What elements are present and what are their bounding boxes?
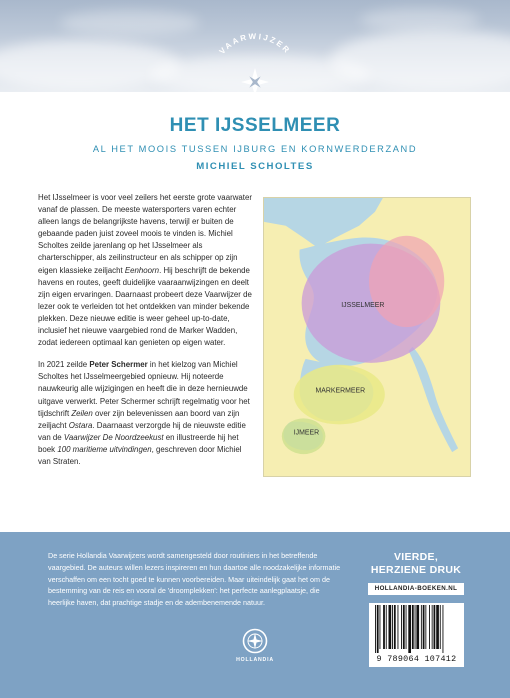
vaarwijzer-emblem xyxy=(204,10,306,92)
barcode-bar xyxy=(415,605,416,649)
paragraph-intro: Het IJsselmeer is voor veel zeilers het eerste grote vaarwater vanaf de plassen. De meeste watersporters varen echter alleen langs de belangrijkste havens, terwijl er buiten de gebaande paden juist zoveel moois te vinden is. Michiel Scholtes zeilde jarenlang op het IJsselmeer als charterschipper, als zeilinstructeur en als schipper op zijn eigen klassieke zeiljacht Eenhoorn. Hij beschrijft de bekende havens en routes, geeft duidelijke vaaraanwijzingen en deelt zijn eigen ervaringen. Daarnaast probeert deze Vaarwijzer de lezer ook te verleiden tot het ontdekken van minder bekende plekken. Deze nieuwe editie is weer geheel up-to-date, inclusief het nieuwe vaargebied rond de Marker Wadden, zodat iedereen optimaal kan genieten op eigen water. xyxy=(38,193,253,348)
barcode-bar xyxy=(429,605,430,649)
compass-star-icon xyxy=(241,68,269,92)
barcode-bar xyxy=(398,605,399,649)
book-subtitle: AL HET MOOIS TUSSEN IJBURG EN KORNWERDERZAND xyxy=(92,144,418,154)
barcode-bar xyxy=(406,605,407,649)
barcode-bar xyxy=(440,605,441,649)
author-name: MICHIEL SCHOLTES xyxy=(196,161,314,172)
barcode-bar xyxy=(383,605,385,649)
edition-badge xyxy=(368,551,464,577)
barcode-bar xyxy=(394,605,396,649)
barcode-bar xyxy=(375,605,376,653)
map-label-ijmeer: IJMEER xyxy=(293,429,320,437)
barcode-bar xyxy=(436,605,439,649)
publisher-website[interactable]: HOLLANDIA-BOEKEN.NL xyxy=(368,583,464,595)
barcode-bar xyxy=(380,605,381,649)
emblem-text: VAARWIJZER xyxy=(217,31,293,57)
series-blurb: De serie Hollandia Vaarwijzers wordt samengesteld door routiniers in het betreffende vaargebied. De auteurs willen lezers inspireren en hun daartoe alle noodzakelijke informatie verschaffen om een tocht goed te kunnen voorbereiden. Maar uiteindelijk gaat het om de bestemming van de reis en vooral de 'droomplekken': het perfecte aanlegplaatsje, die heerlijke haven, dat prachtige stadje en de adembenemende natuur. xyxy=(48,551,341,608)
hollandia-compass-logo-icon xyxy=(242,628,268,654)
barcode-bar xyxy=(434,605,436,649)
map-label-ijsselmeer: IJSSELMEER xyxy=(341,302,385,310)
isbn-number: 9 789064 107412 xyxy=(376,654,457,664)
paragraph-reviser: In 2021 zeilde Peter Schermer in het kielzog van Michiel Scholtes het IJsselmeergebied opnieuw. Hij noteerde nauwkeurig alle wijzigingen en heeft die in deze hernieuwde uitgave verwerkt. Peter Schermer schrijft regelmatig voor het tijdschrift Zeilen over zijn belevenissen aan boord van zijn zeiljacht Ostara. Daarnaast verzorgde hij de nieuwste editie van de Vaarwijzer De Noordzeekust en illustreerde hij het boek 100 maritieme uitvindingen, geschreven door Michiel van Straten. xyxy=(38,360,250,466)
barcode-bar xyxy=(386,605,387,649)
description-text xyxy=(38,192,256,478)
barcode-bar xyxy=(401,605,402,649)
barcode-bar xyxy=(421,605,422,649)
edition-line-1: VIERDE, xyxy=(393,551,439,563)
map-label-markermeer: MARKERMEER xyxy=(315,387,366,395)
barcode-bar xyxy=(423,605,425,649)
barcode-bar xyxy=(392,605,393,649)
ijsselmeer-map xyxy=(263,197,471,477)
barcode-bar xyxy=(416,605,419,649)
edition-line-2: HERZIENE DRUK xyxy=(370,564,462,576)
publisher-name: HOLLANDIA xyxy=(236,657,274,663)
svg-text:VAARWIJZER xyxy=(217,32,292,56)
map-zone-ijsselmeer-highlight xyxy=(369,236,444,327)
barcode-bar xyxy=(377,605,379,653)
sky-header-image xyxy=(0,0,510,92)
barcode-bar xyxy=(425,605,426,649)
barcode-bar xyxy=(408,605,411,653)
barcode-bar xyxy=(432,605,433,649)
barcode-bar xyxy=(389,605,392,649)
book-title: HET IJSSELMEER xyxy=(169,115,341,136)
barcode-bar xyxy=(412,605,414,649)
barcode-bar xyxy=(403,605,405,649)
barcode-bars xyxy=(369,605,464,655)
barcode-bar xyxy=(443,605,444,653)
